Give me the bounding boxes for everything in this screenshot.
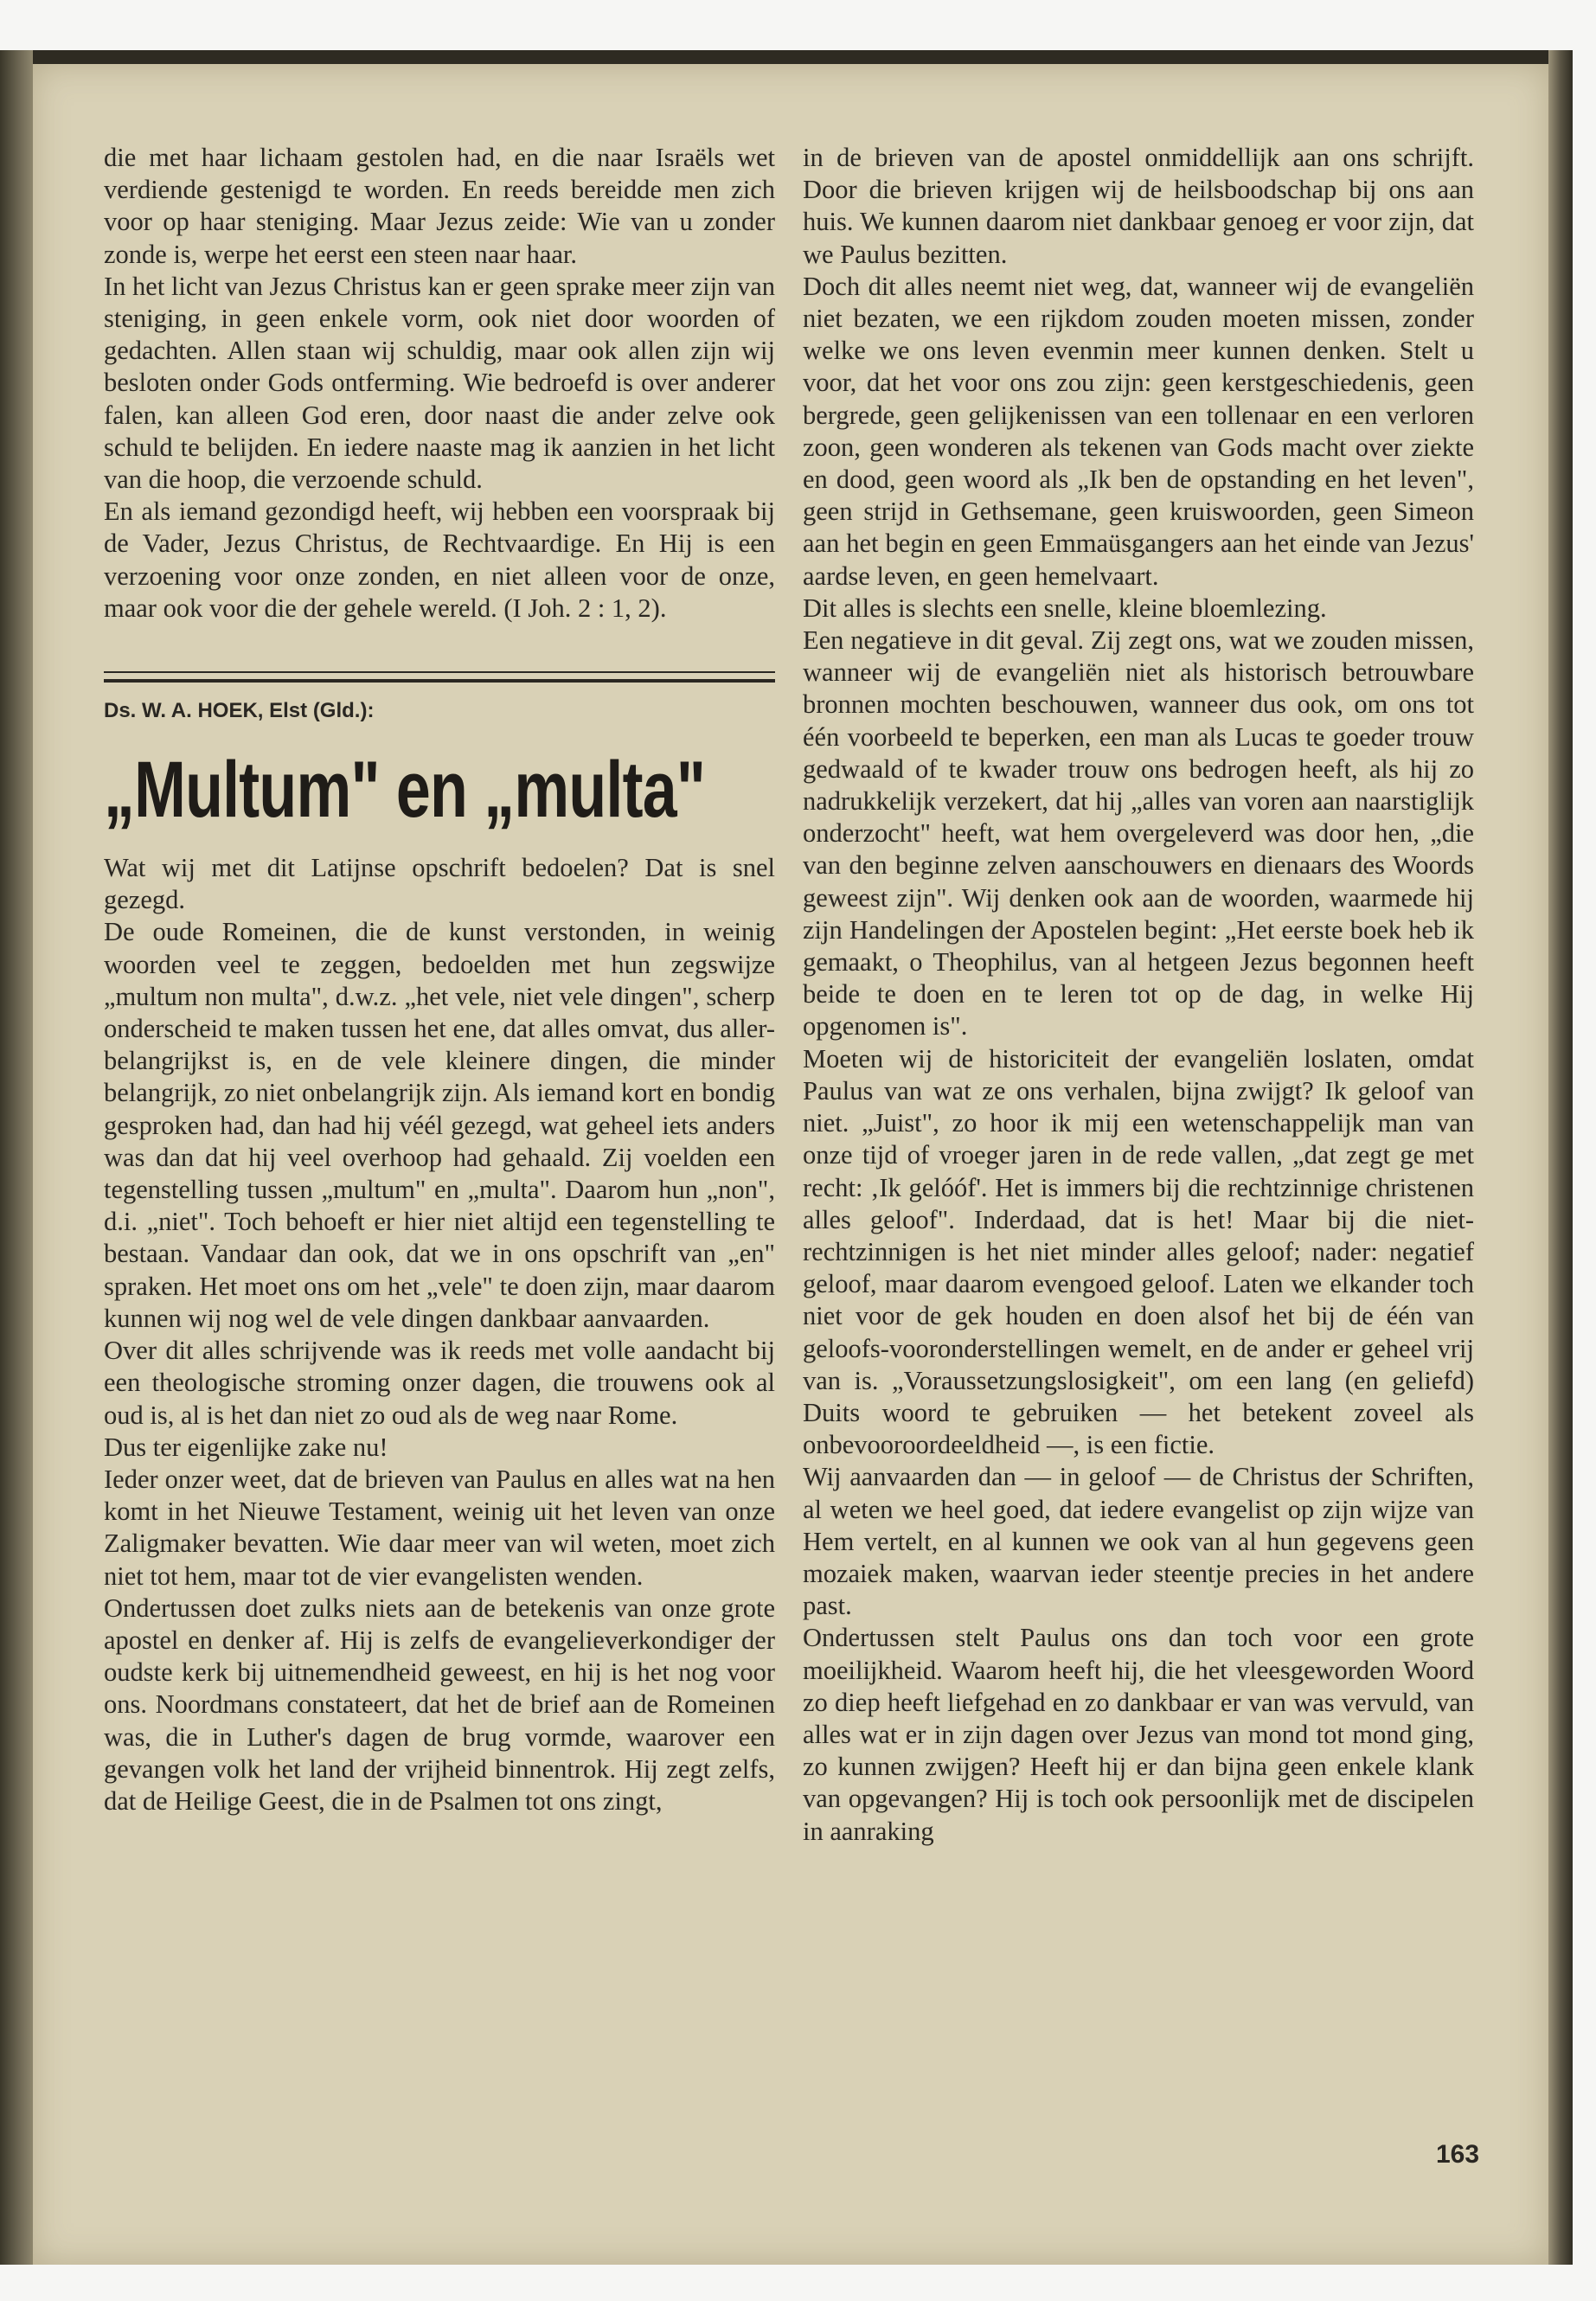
page-number: 163: [1436, 2140, 1480, 2169]
book-binding-left: [0, 50, 33, 2265]
book-edge-top: [0, 50, 1566, 64]
left-column: [104, 142, 775, 1817]
paragraph: Ieder onzer weet, dat de brieven van Paulus en alles wat na hen komt in het Nieuwe Testament, weinig uit het leven van onze Zaligmaker bevatten. Wie daar meer van wil weten, moet zich niet tot hem, maar tot de vier evangelisten wenden.: [104, 1464, 775, 1591]
paragraph: in de brieven van de apostel onmiddellijk aan ons schrijft. Door die brieven krijgen wij de heilsboodschap bij ons aan huis. We kunnen daarom niet dankbaar genoeg er voor zijn, dat we Paulus bezitten.: [803, 143, 1474, 269]
paragraph: Ondertussen doet zulks niets aan de betekenis van onze grote apostel en denker af. Hij is zelfs de evangelieverkondiger der oudste kerk bij uitnemendheid geweest, en hij is het nog voor ons. Noordmans constateert, dat het de brief aan de Romeinen was, die in Luther's dagen de brug vormde, waarover een gevangen volk het land der vrijheid binnentrok. Hij zegt zelfs, dat de Heilige Geest, die in de Psalmen tot ons zingt,: [104, 1593, 775, 1816]
paragraph: Over dit alles schrijvende was ik reeds met volle aandacht bij een theologische stroming onzer dagen, die trouwens ook al oud is, al is het dan niet zo oud als de weg naar Rome.: [104, 1336, 775, 1430]
paragraph: En als iemand gezondigd heeft, wij hebben een voorspraak bij de Vader, Jezus Christus, de Rechtvaardige. En Hij is een verzoening voor onze zonden, en niet alleen voor de onze, maar ook voor die der gehele wereld. (I Joh. 2 : 1, 2).: [104, 497, 775, 623]
magazine-page: [33, 64, 1548, 2265]
article-headline: „Multum" en „multa": [104, 746, 706, 835]
paragraph: Wij aanvaarden dan — in geloof — de Christus der Schriften, al weten we heel goed, dat iedere evangelist op zijn wijze van Hem vertelt, en al kunnen we ook van al hun gegevens geen mozaiek maken, waarvan ieder steentje precies in het andere past.: [803, 1462, 1474, 1621]
paragraph: De oude Romeinen, die de kunst verstonden, in weinig woorden veel te zeggen, bedoelden met hun zegswijze „multum non multa", d.w.z. „het vele, niet vele dingen", scherp onderscheid te maken tussen het ene, dat alles omvat, dus aller-belangrijkst is, en de vele kleinere dingen, die minder belangrijk, zo niet onbelangrijk zijn. Als iemand kort en bondig gesproken had, dan had hij véél gezegd, wat geheel iets anders was dan dat hij veel overhoop had gehaald. Zij voelden een tegenstelling tussen „multum" en „multa". Daarom hun „non", d.i. „niet". Toch behoeft er hier niet altijd een tegenstelling te bestaan. Vandaar dan ook, dat we in ons opschrift van „en" spraken. Het moet ons om het „vele" te doen zijn, maar daarom kunnen wij nog wel de vele dingen dankbaar aanvaarden.: [104, 917, 775, 1333]
paragraph: Doch dit alles neemt niet weg, dat, wanneer wij de evangeliën niet bezaten, we een rijkdom zouden moeten missen, zonder welke we ons leven evenmin meer kunnen denken. Stelt u voor, dat het voor ons zou zijn: geen kerstgeschiedenis, geen bergrede, geen gelijkenissen van een tollenaar en een verloren zoon, geen wonderen als tekenen van Gods macht over ziekte en dood, geen woord als „Ik ben de opstanding en het leven", geen strijd in Gethsemane, geen kruiswoorden, geen Simeon aan het begin en geen Emmaüsgangers aan het einde van Jezus' aardse leven, en geen hemelvaart.: [803, 271, 1474, 591]
section-divider: [104, 671, 775, 683]
paragraph: Wat wij met dit Latijnse opschrift bedoelen? Dat is snel gezegd.: [104, 853, 775, 915]
paragraph: In het licht van Jezus Christus kan er geen sprake meer zijn van steniging, in geen enkele vorm, ook niet door woorden of gedachten. Allen staan wij schuldig, maar ook allen zijn wij besloten onder Gods ontferming. Wie bedroefd is over anderer falen, kan alleen God eren, door naast die ander zelve ook schuld te belijden. En iedere naaste mag ik aanzien in het licht van die hoop, die verzoende schuld.: [104, 271, 775, 495]
paragraph: Dus ter eigenlijke zake nu!: [104, 1432, 388, 1462]
book-edge-right: [1548, 50, 1573, 2265]
paragraph: Dit alles is slechts een snelle, kleine bloemlezing.: [803, 593, 1327, 623]
paragraph: die met haar lichaam gestolen had, en die naar Israëls wet verdiende gestenigd te worden. En reeds bereidde men zich voor op haar steniging. Maar Jezus zeide: Wie van u zonder zonde is, werpe het eerst een steen naar haar.: [104, 143, 775, 269]
paragraph: Een negatieve in dit geval. Zij zegt ons, wat we zouden missen, wanneer wij de evangeliën niet als historisch betrouwbare bronnen mochten beschouwen, wanneer dus ook, om ons tot één voorbeeld te beperken, een man als Lucas te goeder trouw gedwaald of te kwader trouw ons bedrogen heeft, als hij zo nadrukkelijk verzekert, dat hij „alles van voren aan naarstiglijk onderzocht" heeft, wat hem overgeleverd was door hen, „die van den beginne zelven aanschouwers en dienaars des Woords geweest zijn". Wij denken ook aan de woorden, waarmede hij zijn Handelingen der Apostelen begint: „Het eerste boek heb ik gemaakt, o Theophilus, van al hetgeen Jezus begonnen heeft beide te doen en te leren tot op de dag, in welke Hij opgenomen is".: [803, 625, 1474, 1042]
right-column: [803, 142, 1474, 1848]
paragraph: Ondertussen stelt Paulus ons dan toch voor een grote moeilijkheid. Waarom heeft hij, die het vleesgeworden Woord zo diep heeft liefgehad en zo dankbaar er van was vervuld, van alles wat er in zijn dagen over Jezus van mond tot mond ging, zo kunnen zwijgen? Heeft hij er dan bijna geen enkele klank van opgevangen? Hij is toch ook persoonlijk met de discipelen in aanraking: [803, 1623, 1474, 1846]
author-byline: Ds. W. A. HOEK, Elst (Gld.):: [104, 699, 375, 723]
paragraph: Moeten wij de historiciteit der evangeliën loslaten, omdat Paulus van wat ze ons verhalen, bijna zwijgt? Ik geloof van niet. „Juist", zo hoor ik mij een wetenschappelijk man van onze tijd of vroeger jaren in de rede vallen, „dat zegt ge met recht: ‚Ik gelóóf'. Het is immers bij die rechtzinnige christenen alles geloof". Inderdaad, dat is het! Maar bij die niet-rechtzinnigen is het niet minder alles geloof; nader: negatief geloof, maar daarom evengoed geloof. Laten we elkander toch niet voor de gek houden en doen alsof het bij de één van geloofs-vooronderstellingen wemelt, en de ander er geheel vrij van is. „Voraussetzungslosigkeit", om een lang (en geliefd) Duits woord te gebruiken — het betekent zoveel als onbevooroordeeldheid —, is een fictie.: [803, 1043, 1474, 1460]
